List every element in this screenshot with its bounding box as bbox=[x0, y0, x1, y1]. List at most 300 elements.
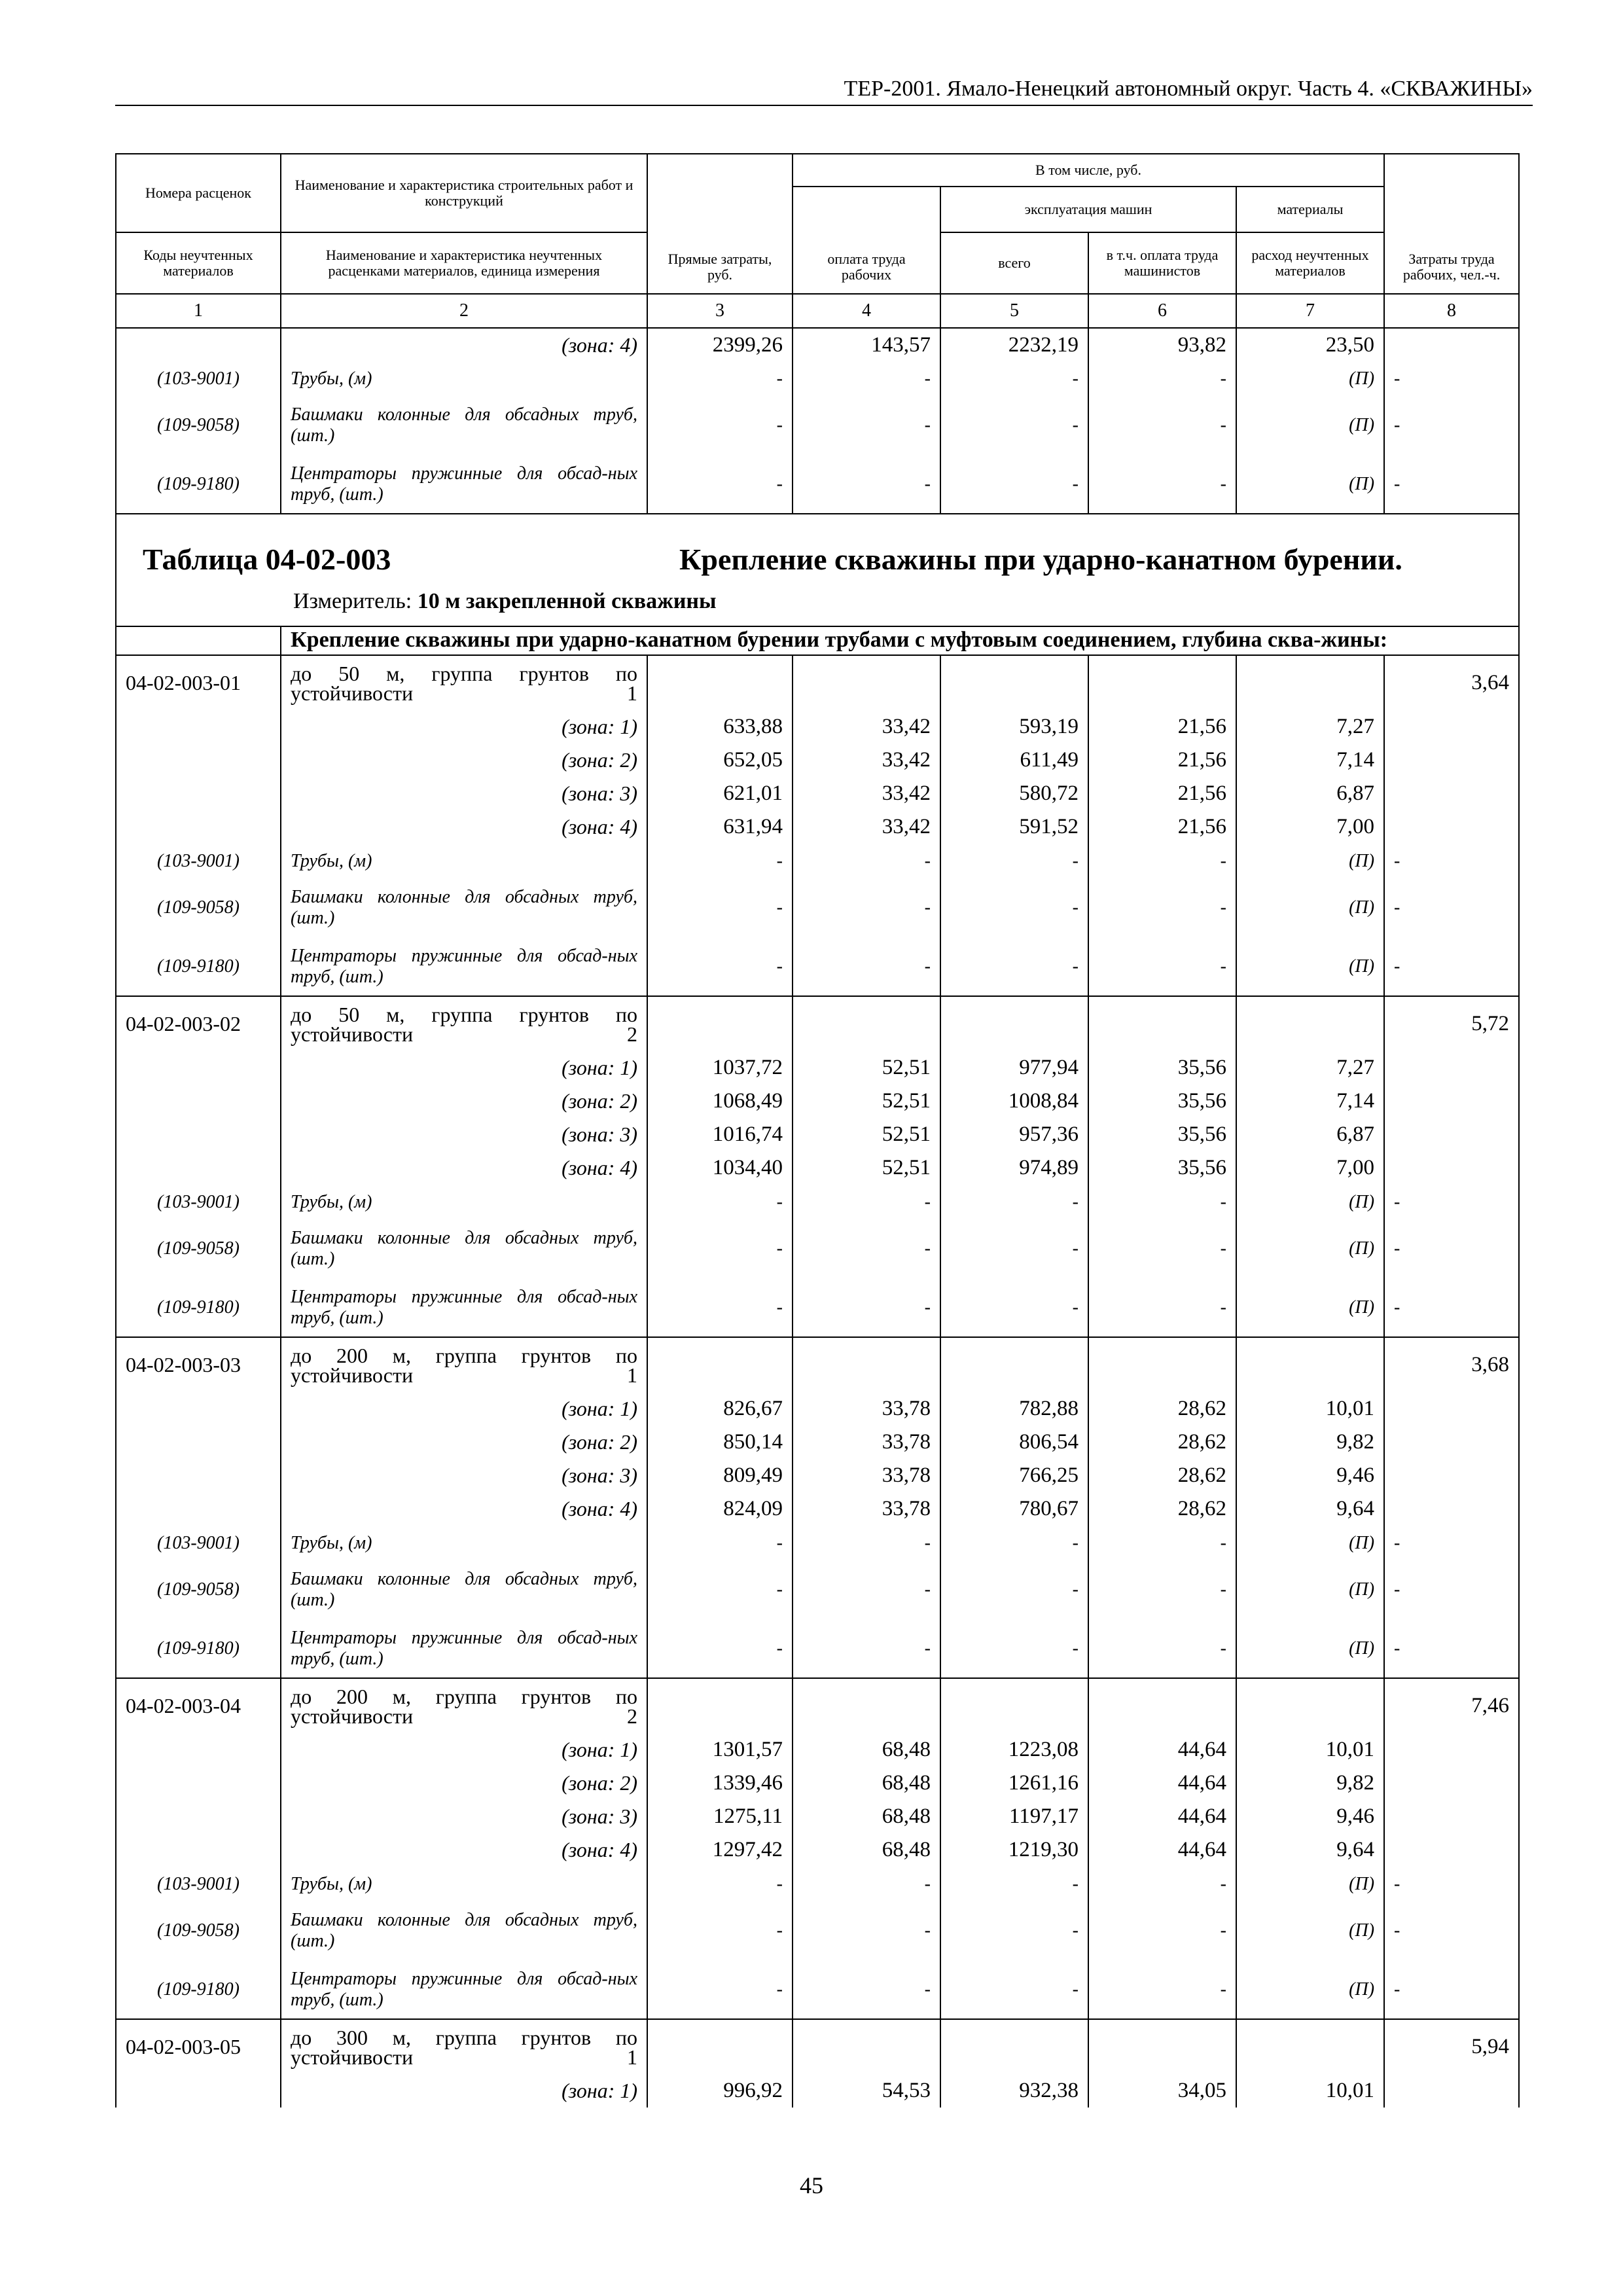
col2-bottom-header: Наименование и характеристика неучтенных расценками материалов, единица измерения bbox=[281, 232, 647, 294]
zone-row bbox=[116, 1767, 1519, 1800]
column-number: 8 bbox=[1384, 294, 1519, 328]
value-cell-empty bbox=[793, 2019, 940, 2074]
rate-item-row bbox=[116, 1337, 1519, 1392]
unit-value: 10 м закрепленной скважины bbox=[417, 589, 717, 613]
labor-dash: - bbox=[1384, 1526, 1519, 1560]
material-row bbox=[116, 1278, 1519, 1337]
subheading bbox=[281, 626, 1519, 655]
machines-cost: 806,54 bbox=[940, 1426, 1088, 1459]
zone-row bbox=[116, 1733, 1519, 1767]
dash-value: - bbox=[793, 1526, 940, 1560]
direct-cost: 652,05 bbox=[647, 744, 793, 777]
dash-value: - bbox=[647, 455, 793, 514]
code-cell-empty bbox=[116, 1051, 281, 1085]
dash-value: - bbox=[647, 361, 793, 396]
column-number-row bbox=[116, 294, 1519, 328]
rate-name: до 50 м, группа грунтов по устойчивости 2 bbox=[281, 996, 647, 1051]
dash-value: - bbox=[1088, 1185, 1236, 1219]
dash-value: - bbox=[940, 1901, 1088, 1960]
materials-cost: 9,64 bbox=[1236, 1833, 1384, 1867]
zone-label: (зона: 4) bbox=[281, 810, 647, 844]
machinists-cost: 35,56 bbox=[1088, 1051, 1236, 1085]
materials-cost: 10,01 bbox=[1236, 2074, 1384, 2108]
wages-cost: 143,57 bbox=[793, 328, 940, 361]
wages-cost: 54,53 bbox=[793, 2074, 940, 2108]
dash-value: - bbox=[1088, 396, 1236, 455]
material-code: (109-9058) bbox=[116, 1901, 281, 1960]
machines-cost: 782,88 bbox=[940, 1392, 1088, 1426]
labor-cell-empty bbox=[1384, 1492, 1519, 1526]
dash-value: - bbox=[793, 1185, 940, 1219]
wages-cost: 33,78 bbox=[793, 1492, 940, 1526]
material-flag: (П) bbox=[1236, 1219, 1384, 1278]
direct-cost: 996,92 bbox=[647, 2074, 793, 2108]
materials-cost: 7,00 bbox=[1236, 1151, 1384, 1185]
col8-header: Затраты труда рабочих, чел.-ч. bbox=[1384, 154, 1519, 294]
material-code: (103-9001) bbox=[116, 1867, 281, 1901]
direct-cost: 631,94 bbox=[647, 810, 793, 844]
table-caption bbox=[116, 514, 1519, 626]
wages-cost: 52,51 bbox=[793, 1051, 940, 1085]
machines-cost: 780,67 bbox=[940, 1492, 1088, 1526]
direct-cost: 1016,74 bbox=[647, 1118, 793, 1151]
value-cell-empty bbox=[793, 655, 940, 710]
dash-value: - bbox=[647, 844, 793, 878]
code-cell-empty bbox=[116, 1085, 281, 1118]
material-flag: (П) bbox=[1236, 1619, 1384, 1678]
direct-cost: 633,88 bbox=[647, 710, 793, 744]
zone-label: (зона: 3) bbox=[281, 1118, 647, 1151]
material-flag: (П) bbox=[1236, 1960, 1384, 2019]
zone-label: (зона: 3) bbox=[281, 1459, 647, 1492]
dash-value: - bbox=[1088, 1867, 1236, 1901]
materials-cost: 9,82 bbox=[1236, 1426, 1384, 1459]
code-cell-empty bbox=[116, 1426, 281, 1459]
dash-value: - bbox=[647, 878, 793, 937]
wages-cost: 68,48 bbox=[793, 1767, 940, 1800]
column-number: 7 bbox=[1236, 294, 1384, 328]
zone-row bbox=[116, 1492, 1519, 1526]
materials-cost: 6,87 bbox=[1236, 1118, 1384, 1151]
material-name: Башмаки колонные для обсадных труб, (шт.) bbox=[281, 1560, 647, 1619]
dash-value: - bbox=[647, 1526, 793, 1560]
dash-value: - bbox=[940, 396, 1088, 455]
dash-value: - bbox=[793, 1219, 940, 1278]
col5-header: всего bbox=[940, 232, 1088, 294]
material-flag: (П) bbox=[1236, 1560, 1384, 1619]
labor-cell-empty bbox=[1384, 777, 1519, 810]
labor-dash: - bbox=[1384, 361, 1519, 396]
labor-cell-empty bbox=[1384, 328, 1519, 361]
value-cell-empty bbox=[647, 1678, 793, 1733]
unit-line bbox=[293, 589, 717, 614]
zone-row bbox=[116, 710, 1519, 744]
table-caption-row bbox=[116, 514, 1519, 626]
value-cell-empty bbox=[647, 655, 793, 710]
wages-cost: 68,48 bbox=[793, 1733, 940, 1767]
material-row bbox=[116, 1901, 1519, 1960]
dash-value: - bbox=[647, 1960, 793, 2019]
machinists-cost: 28,62 bbox=[1088, 1426, 1236, 1459]
material-row bbox=[116, 1619, 1519, 1678]
labor-dash: - bbox=[1384, 878, 1519, 937]
code-cell-empty bbox=[116, 1151, 281, 1185]
zone-label: (зона: 4) bbox=[281, 1492, 647, 1526]
code-cell-empty bbox=[116, 1733, 281, 1767]
machines-cost: 611,49 bbox=[940, 744, 1088, 777]
value-cell-empty bbox=[647, 1337, 793, 1392]
materials-cost: 23,50 bbox=[1236, 328, 1384, 361]
column-number: 4 bbox=[793, 294, 940, 328]
machinists-cost: 44,64 bbox=[1088, 1833, 1236, 1867]
labor-cost: 5,94 bbox=[1384, 2019, 1519, 2074]
materials-cost: 10,01 bbox=[1236, 1733, 1384, 1767]
machines-cost: 593,19 bbox=[940, 710, 1088, 744]
material-row bbox=[116, 1560, 1519, 1619]
rate-item-row bbox=[116, 1678, 1519, 1733]
rate-name: до 200 м, группа грунтов по устойчивости 1 bbox=[281, 1337, 647, 1392]
machines-cost: 957,36 bbox=[940, 1118, 1088, 1151]
machines-cost: 932,38 bbox=[940, 2074, 1088, 2108]
labor-dash: - bbox=[1384, 1619, 1519, 1678]
machines-cost: 1261,16 bbox=[940, 1767, 1088, 1800]
machines-cost: 1223,08 bbox=[940, 1733, 1088, 1767]
dash-value: - bbox=[1088, 361, 1236, 396]
value-cell-empty bbox=[1236, 996, 1384, 1051]
code-cell-empty bbox=[116, 1118, 281, 1151]
material-code: (103-9001) bbox=[116, 1185, 281, 1219]
value-cell-empty bbox=[1088, 1337, 1236, 1392]
direct-cost: 1037,72 bbox=[647, 1051, 793, 1085]
dash-value: - bbox=[940, 1867, 1088, 1901]
material-row bbox=[116, 1867, 1519, 1901]
labor-cell-empty bbox=[1384, 744, 1519, 777]
machinists-cost: 21,56 bbox=[1088, 744, 1236, 777]
labor-cell-empty bbox=[1384, 1800, 1519, 1833]
zone-label: (зона: 2) bbox=[281, 1426, 647, 1459]
material-flag: (П) bbox=[1236, 1185, 1384, 1219]
material-flag: (П) bbox=[1236, 1526, 1384, 1560]
labor-cell-empty bbox=[1384, 1085, 1519, 1118]
zone-row bbox=[116, 1085, 1519, 1118]
wages-cost: 33,42 bbox=[793, 744, 940, 777]
machinists-cost: 21,56 bbox=[1088, 777, 1236, 810]
machines-cost: 580,72 bbox=[940, 777, 1088, 810]
direct-cost: 826,67 bbox=[647, 1392, 793, 1426]
value-cell-empty bbox=[1088, 2019, 1236, 2074]
wages-cost: 52,51 bbox=[793, 1085, 940, 1118]
labor-cell-empty bbox=[1384, 1151, 1519, 1185]
wages-cost: 33,42 bbox=[793, 810, 940, 844]
material-code: (109-9180) bbox=[116, 455, 281, 514]
zone-label: (зона: 2) bbox=[281, 744, 647, 777]
dash-value: - bbox=[793, 937, 940, 996]
rate-code: 04-02-003-01 bbox=[116, 655, 281, 710]
zone-label: (зона: 1) bbox=[281, 1733, 647, 1767]
value-cell-empty bbox=[940, 1678, 1088, 1733]
col7-header: расход неучтенных материалов bbox=[1236, 232, 1384, 294]
labor-cell-empty bbox=[1384, 1733, 1519, 1767]
material-code: (109-9058) bbox=[116, 396, 281, 455]
material-name: Башмаки колонные для обсадных труб, (шт.) bbox=[281, 396, 647, 455]
dash-value: - bbox=[793, 455, 940, 514]
column-number: 5 bbox=[940, 294, 1088, 328]
material-code: (109-9058) bbox=[116, 1560, 281, 1619]
machinists-cost: 44,64 bbox=[1088, 1733, 1236, 1767]
direct-cost: 1297,42 bbox=[647, 1833, 793, 1867]
column-number: 1 bbox=[116, 294, 281, 328]
labor-dash: - bbox=[1384, 1901, 1519, 1960]
value-cell-empty bbox=[793, 1678, 940, 1733]
machines-cost: 1197,17 bbox=[940, 1800, 1088, 1833]
machines-cost: 766,25 bbox=[940, 1459, 1088, 1492]
labor-dash: - bbox=[1384, 1185, 1519, 1219]
running-header: ТЕР-2001. Ямало-Ненецкий автономный округ. Часть 4. «СКВАЖИНЫ» bbox=[115, 73, 1533, 106]
wages-cost: 33,78 bbox=[793, 1392, 940, 1426]
materials-cost: 9,46 bbox=[1236, 1459, 1384, 1492]
material-row bbox=[116, 1526, 1519, 1560]
value-cell-empty bbox=[940, 1337, 1088, 1392]
rate-name: до 300 м, группа грунтов по устойчивости 1 bbox=[281, 2019, 647, 2074]
labor-cell-empty bbox=[1384, 810, 1519, 844]
value-cell-empty bbox=[1088, 655, 1236, 710]
code-cell-empty bbox=[116, 744, 281, 777]
machinists-cost: 28,62 bbox=[1088, 1492, 1236, 1526]
labor-cell-empty bbox=[1384, 1392, 1519, 1426]
subheading-spacer bbox=[116, 626, 281, 655]
material-flag: (П) bbox=[1236, 1867, 1384, 1901]
material-code: (103-9001) bbox=[116, 361, 281, 396]
dash-value: - bbox=[1088, 937, 1236, 996]
material-code: (109-9180) bbox=[116, 1960, 281, 2019]
value-cell-empty bbox=[1088, 1678, 1236, 1733]
value-cell-empty bbox=[940, 655, 1088, 710]
dash-value: - bbox=[1088, 1526, 1236, 1560]
wages-cost: 33,78 bbox=[793, 1426, 940, 1459]
material-flag: (П) bbox=[1236, 1278, 1384, 1337]
header-row-1 bbox=[116, 154, 1519, 187]
machines-cost: 2232,19 bbox=[940, 328, 1088, 361]
machines-cost: 1219,30 bbox=[940, 1833, 1088, 1867]
dash-value: - bbox=[940, 361, 1088, 396]
page-number: 45 bbox=[800, 2172, 823, 2198]
zone-row bbox=[116, 744, 1519, 777]
dash-value: - bbox=[940, 1219, 1088, 1278]
material-row bbox=[116, 1960, 1519, 2019]
rate-name: до 50 м, группа грунтов по устойчивости 1 bbox=[281, 655, 647, 710]
code-cell-empty bbox=[116, 1767, 281, 1800]
dash-value: - bbox=[793, 1619, 940, 1678]
code-cell-empty bbox=[116, 328, 281, 361]
wages-cost: 68,48 bbox=[793, 1800, 940, 1833]
labor-cost: 3,68 bbox=[1384, 1337, 1519, 1392]
materials-cost: 10,01 bbox=[1236, 1392, 1384, 1426]
direct-cost: 824,09 bbox=[647, 1492, 793, 1526]
labor-dash: - bbox=[1384, 1960, 1519, 2019]
material-name: Трубы, (м) bbox=[281, 361, 647, 396]
dash-value: - bbox=[940, 937, 1088, 996]
material-code: (109-9058) bbox=[116, 878, 281, 937]
col1-top-header: Номера расценок bbox=[116, 154, 281, 232]
dash-value: - bbox=[1088, 1901, 1236, 1960]
materials-header: материалы bbox=[1236, 187, 1384, 232]
dash-value: - bbox=[647, 396, 793, 455]
material-row bbox=[116, 396, 1519, 455]
zone-row bbox=[116, 777, 1519, 810]
dash-value: - bbox=[1088, 1619, 1236, 1678]
subheading-text: Крепление скважины при ударно-канатном бурении трубами с муфтовым соединением, глубина сква-жины: bbox=[291, 628, 1388, 652]
wages-cost: 33,42 bbox=[793, 710, 940, 744]
value-cell-empty bbox=[1236, 1337, 1384, 1392]
zone-label: (зона: 2) bbox=[281, 1085, 647, 1118]
dash-value: - bbox=[940, 1185, 1088, 1219]
material-name: Центраторы пружинные для обсад-ных труб, (шт.) bbox=[281, 455, 647, 514]
zone-label: (зона: 1) bbox=[281, 710, 647, 744]
material-row bbox=[116, 1219, 1519, 1278]
code-cell-empty bbox=[116, 710, 281, 744]
material-flag: (П) bbox=[1236, 396, 1384, 455]
wages-cost: 52,51 bbox=[793, 1118, 940, 1151]
col6-header: в т.ч. оплата труда машинистов bbox=[1088, 232, 1236, 294]
zone-label: (зона: 3) bbox=[281, 777, 647, 810]
material-name: Центраторы пружинные для обсад-ных труб, (шт.) bbox=[281, 1960, 647, 2019]
col4-header: оплата труда рабочих bbox=[793, 187, 940, 294]
material-flag: (П) bbox=[1236, 361, 1384, 396]
value-cell-empty bbox=[940, 2019, 1088, 2074]
zone-row bbox=[116, 1426, 1519, 1459]
machinists-cost: 21,56 bbox=[1088, 710, 1236, 744]
zone-label: (зона: 4) bbox=[281, 1833, 647, 1867]
zone-row bbox=[116, 2074, 1519, 2108]
subheading-row bbox=[116, 626, 1519, 655]
zone-label: (зона: 1) bbox=[281, 1051, 647, 1085]
machinists-cost: 28,62 bbox=[1088, 1392, 1236, 1426]
material-flag: (П) bbox=[1236, 937, 1384, 996]
value-cell-empty bbox=[647, 996, 793, 1051]
materials-cost: 6,87 bbox=[1236, 777, 1384, 810]
zone-row bbox=[116, 328, 1519, 361]
material-name: Башмаки колонные для обсадных труб, (шт.) bbox=[281, 1901, 647, 1960]
material-code: (109-9058) bbox=[116, 1219, 281, 1278]
materials-cost: 7,00 bbox=[1236, 810, 1384, 844]
machines-header: эксплуатация машин bbox=[940, 187, 1236, 232]
direct-cost: 809,49 bbox=[647, 1459, 793, 1492]
dash-value: - bbox=[793, 1278, 940, 1337]
labor-cell-empty bbox=[1384, 1051, 1519, 1085]
dash-value: - bbox=[647, 1867, 793, 1901]
materials-cost: 7,14 bbox=[1236, 1085, 1384, 1118]
labor-cell-empty bbox=[1384, 1833, 1519, 1867]
dash-value: - bbox=[647, 937, 793, 996]
labor-cost: 7,46 bbox=[1384, 1678, 1519, 1733]
zone-label: (зона: 2) bbox=[281, 1767, 647, 1800]
wages-cost: 68,48 bbox=[793, 1833, 940, 1867]
labor-dash: - bbox=[1384, 1278, 1519, 1337]
machinists-cost: 28,62 bbox=[1088, 1459, 1236, 1492]
materials-cost: 9,46 bbox=[1236, 1800, 1384, 1833]
labor-cell-empty bbox=[1384, 710, 1519, 744]
rate-code: 04-02-003-03 bbox=[116, 1337, 281, 1392]
material-row bbox=[116, 361, 1519, 396]
machinists-cost: 21,56 bbox=[1088, 810, 1236, 844]
table-title: Таблица 04-02-003 bbox=[143, 543, 391, 576]
rate-name: до 200 м, группа грунтов по устойчивости 2 bbox=[281, 1678, 647, 1733]
material-flag: (П) bbox=[1236, 455, 1384, 514]
zone-row bbox=[116, 1151, 1519, 1185]
rate-item-row bbox=[116, 996, 1519, 1051]
wages-cost: 52,51 bbox=[793, 1151, 940, 1185]
material-name: Трубы, (м) bbox=[281, 844, 647, 878]
direct-cost: 1275,11 bbox=[647, 1800, 793, 1833]
code-cell-empty bbox=[116, 1492, 281, 1526]
material-row bbox=[116, 1185, 1519, 1219]
zone-row bbox=[116, 1459, 1519, 1492]
labor-cell-empty bbox=[1384, 1426, 1519, 1459]
zone-label: (зона: 1) bbox=[281, 1392, 647, 1426]
labor-dash: - bbox=[1384, 937, 1519, 996]
labor-dash: - bbox=[1384, 844, 1519, 878]
labor-dash: - bbox=[1384, 1867, 1519, 1901]
col2-top-header: Наименование и характеристика строительных работ и конструкций bbox=[281, 154, 647, 232]
material-name: Центраторы пружинные для обсад-ных труб, (шт.) bbox=[281, 937, 647, 996]
material-code: (109-9180) bbox=[116, 1619, 281, 1678]
dash-value: - bbox=[1088, 1219, 1236, 1278]
material-name: Центраторы пружинные для обсад-ных труб, (шт.) bbox=[281, 1278, 647, 1337]
zone-label: (зона: 4) bbox=[281, 328, 647, 361]
machinists-cost: 44,64 bbox=[1088, 1767, 1236, 1800]
code-cell-empty bbox=[116, 2074, 281, 2108]
material-row bbox=[116, 937, 1519, 996]
material-code: (103-9001) bbox=[116, 1526, 281, 1560]
dash-value: - bbox=[647, 1560, 793, 1619]
material-name: Башмаки колонные для обсадных труб, (шт.) bbox=[281, 878, 647, 937]
material-code: (109-9180) bbox=[116, 937, 281, 996]
zone-row bbox=[116, 810, 1519, 844]
zone-row bbox=[116, 1392, 1519, 1426]
dash-value: - bbox=[793, 1560, 940, 1619]
rate-item-row bbox=[116, 655, 1519, 710]
rates-table bbox=[115, 153, 1520, 2108]
materials-cost: 7,14 bbox=[1236, 744, 1384, 777]
dash-value: - bbox=[1088, 1560, 1236, 1619]
materials-cost: 7,27 bbox=[1236, 710, 1384, 744]
column-number: 6 bbox=[1088, 294, 1236, 328]
machinists-cost: 93,82 bbox=[1088, 328, 1236, 361]
material-name: Трубы, (м) bbox=[281, 1185, 647, 1219]
direct-cost: 1034,40 bbox=[647, 1151, 793, 1185]
machinists-cost: 34,05 bbox=[1088, 2074, 1236, 2108]
dash-value: - bbox=[940, 1960, 1088, 2019]
material-name: Центраторы пружинные для обсад-ных труб, (шт.) bbox=[281, 1619, 647, 1678]
zone-label: (зона: 4) bbox=[281, 1151, 647, 1185]
value-cell-empty bbox=[793, 996, 940, 1051]
dash-value: - bbox=[940, 1560, 1088, 1619]
zone-row bbox=[116, 1051, 1519, 1085]
value-cell-empty bbox=[793, 1337, 940, 1392]
materials-cost: 9,64 bbox=[1236, 1492, 1384, 1526]
direct-cost: 1068,49 bbox=[647, 1085, 793, 1118]
material-row bbox=[116, 844, 1519, 878]
direct-cost: 1339,46 bbox=[647, 1767, 793, 1800]
labor-dash: - bbox=[1384, 1219, 1519, 1278]
group-header: В том числе, руб. bbox=[793, 154, 1384, 187]
dash-value: - bbox=[793, 396, 940, 455]
dash-value: - bbox=[793, 361, 940, 396]
materials-cost: 7,27 bbox=[1236, 1051, 1384, 1085]
material-code: (103-9001) bbox=[116, 844, 281, 878]
code-cell-empty bbox=[116, 1833, 281, 1867]
dash-value: - bbox=[647, 1901, 793, 1960]
